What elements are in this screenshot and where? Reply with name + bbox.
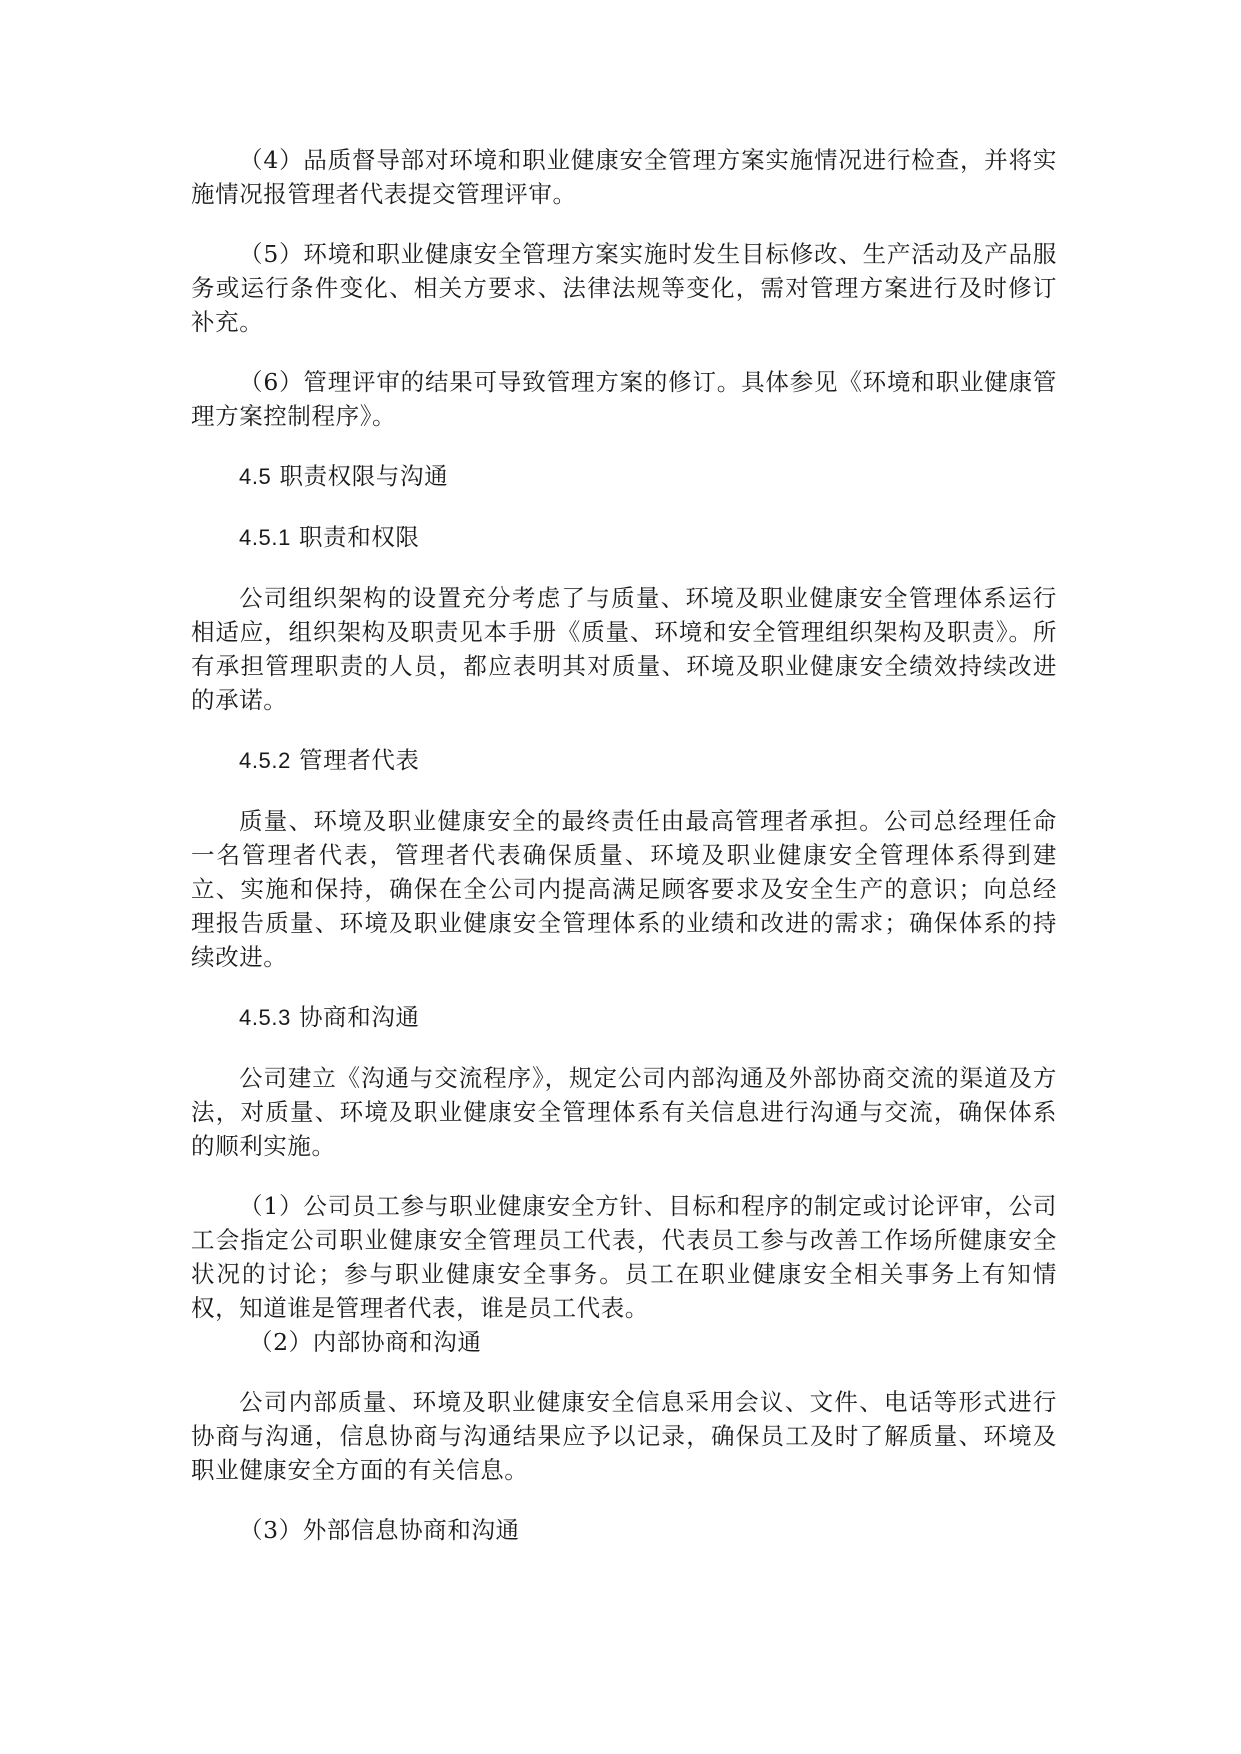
heading-4-5-1 <box>191 520 1057 555</box>
heading-4-5 <box>191 459 1057 494</box>
heading-number: 4.5.1 <box>239 525 291 550</box>
heading-text: 协商和沟通 <box>299 1003 420 1031</box>
heading-number: 4.5.3 <box>239 1005 291 1030</box>
paragraph-1-employee-participation: （1）公司员工参与职业健康安全方针、目标和程序的制定或讨论评审，公司工会指定公司职业健康安全管理员工代表，代表员工参与改善工作场所健康安全状况的讨论；参与职业健康安全事务。员工在职业健康安全相关事务上有知情权，知道谁是管理者代表，谁是员工代表。 <box>191 1192 1057 1322</box>
heading-number: 4.5 <box>239 464 272 489</box>
subheading-3-external: （3）外部信息协商和沟通 <box>239 1516 520 1544</box>
paragraph-4-inspection: （4）品质督导部对环境和职业健康安全管理方案实施情况进行检查，并将实施情况报管理者代表提交管理评审。 <box>191 146 1057 208</box>
heading-text: 管理者代表 <box>299 746 420 774</box>
heading-text: 职责和权限 <box>299 523 420 551</box>
paragraph-6-management-review: （6）管理评审的结果可导致管理方案的修订。具体参见《环境和职业健康管理方案控制程序》。 <box>191 368 1057 430</box>
paragraph-organization: 公司组织架构的设置充分考虑了与质量、环境及职业健康安全管理体系运行相适应，组织架构及职责见本手册《质量、环境和安全管理组织架构及职责》。所有承担管理职责的人员，都应表明其对质量、环境及职业健康安全绩效持续改进的承诺。 <box>191 584 1057 714</box>
heading-number: 4.5.2 <box>239 748 291 773</box>
heading-4-5-3 <box>191 1000 1057 1035</box>
paragraph-internal-communication: 公司内部质量、环境及职业健康安全信息采用会议、文件、电话等形式进行协商与沟通，信息协商与沟通结果应予以记录，确保员工及时了解质量、环境及职业健康安全方面的有关信息。 <box>191 1388 1057 1484</box>
paragraph-management-representative: 质量、环境及职业健康安全的最终责任由最高管理者承担。公司总经理任命一名管理者代表，管理者代表确保质量、环境及职业健康安全管理体系得到建立、实施和保持，确保在全公司内提高满足顾客要求及安全生产的意识；向总经理报告质量、环境及职业健康安全管理体系的业绩和改进的需求；确保体系的持续改进。 <box>191 807 1057 971</box>
subheading-2-internal: （2）内部协商和沟通 <box>249 1328 482 1356</box>
heading-text: 职责权限与沟通 <box>279 462 449 490</box>
heading-4-5-2 <box>191 743 1057 778</box>
paragraph-5-revision: （5）环境和职业健康安全管理方案实施时发生目标修改、生产活动及产品服务或运行条件变化、相关方要求、法律法规等变化，需对管理方案进行及时修订补充。 <box>191 240 1057 336</box>
paragraph-communication-procedure: 公司建立《沟通与交流程序》，规定公司内部沟通及外部协商交流的渠道及方法，对质量、环境及职业健康安全管理体系有关信息进行沟通与交流，确保体系的顺利实施。 <box>191 1064 1057 1160</box>
document-body <box>191 143 1057 1573</box>
